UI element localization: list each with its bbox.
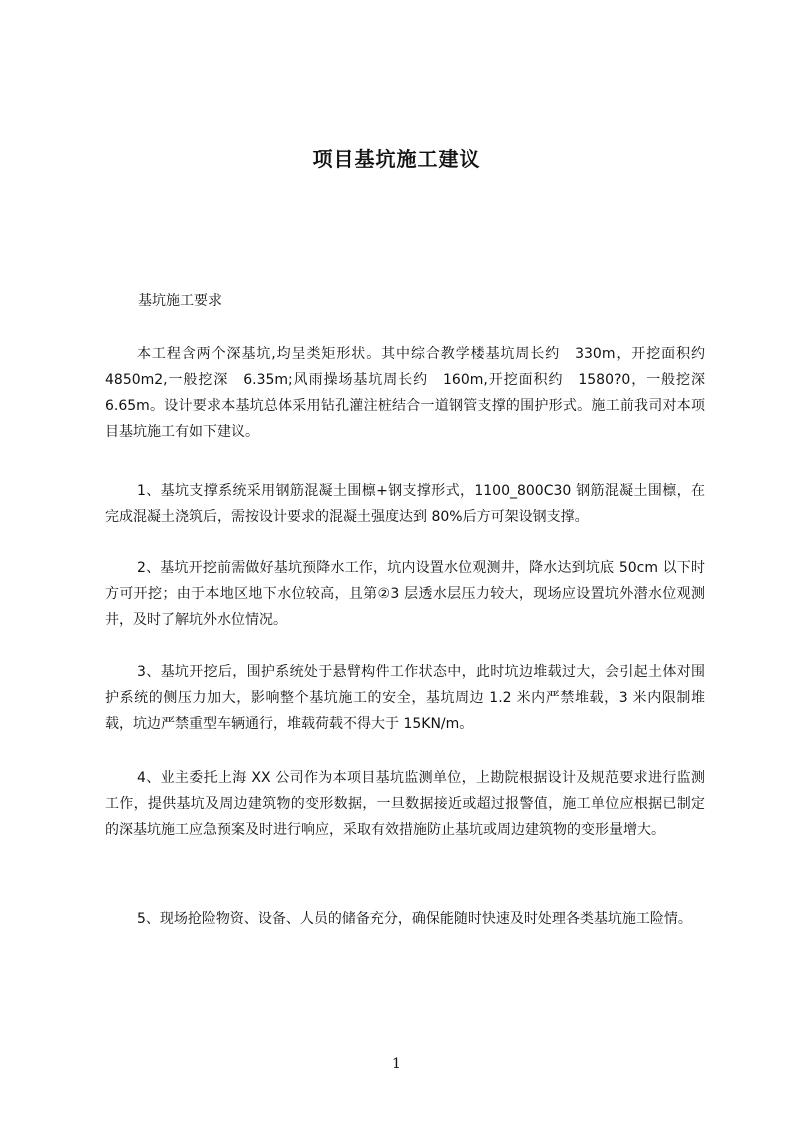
recommendation-item-1: 1、基坑支撑系统采用钢筋混凝土围檩+钢支撑形式，1100_800C30 钢筋混凝土围檩，在完成混凝土浇筑后，需按设计要求的混凝土强度达到 80%后方可架设钢支撑。 <box>105 483 705 525</box>
page-title: 项目基坑施工建议 <box>312 147 481 171</box>
intro-paragraph: 本工程含两个深基坑,均呈类矩形状。其中综合教学楼基坑周长约 330m，开挖面积约 4850m2,一般挖深 6.35m;风雨操场基坑周长约 160m,开挖面积约 1580?0，一般挖深 6.65m。设计要求本基坑总体采用钻孔灌注桩结合一道钢管支撑的围护形式。施工前我司对本项目基坑施工有如下建议。 <box>105 346 705 440</box>
recommendation-item-4: 4、业主委托上海 XX 公司作为本项目基坑监测单位，上勘院根据设计及规范要求进行监测工作，提供基坑及周边建筑物的变形数据，一旦数据接近或超过报警值，施工单位应根据已制定的深基坑施工应急预案及时进行响应，采取有效措施防止基坑或周边建筑物的变形量增大。 <box>105 770 705 838</box>
page-number: 1 <box>392 1056 401 1072</box>
recommendation-item-5: 5、现场抢险物资、设备、人员的储备充分，确保能随时快速及时处理各类基坑施工险情。 <box>137 911 692 927</box>
recommendation-item-2: 2、基坑开挖前需做好基坑预降水工作，坑内设置水位观测井，降水达到坑底 50cm 以下时方可开挖；由于本地区地下水位较高，且第②3 层透水层压力较大，现场应设置坑外潜水位观测井，及时了解坑外水位情况。 <box>105 560 705 628</box>
section-heading: 基坑施工要求 <box>138 293 222 309</box>
recommendation-item-3: 3、基坑开挖后，围护系统处于悬臂构件工作状态中，此时坑边堆载过大，会引起土体对围护系统的侧压力加大，影响整个基坑施工的安全，基坑周边 1.2 米内严禁堆载，3 米内限制堆载，坑边严禁重型车辆通行，堆载荷载不得大于 15KN/m。 <box>105 664 705 732</box>
